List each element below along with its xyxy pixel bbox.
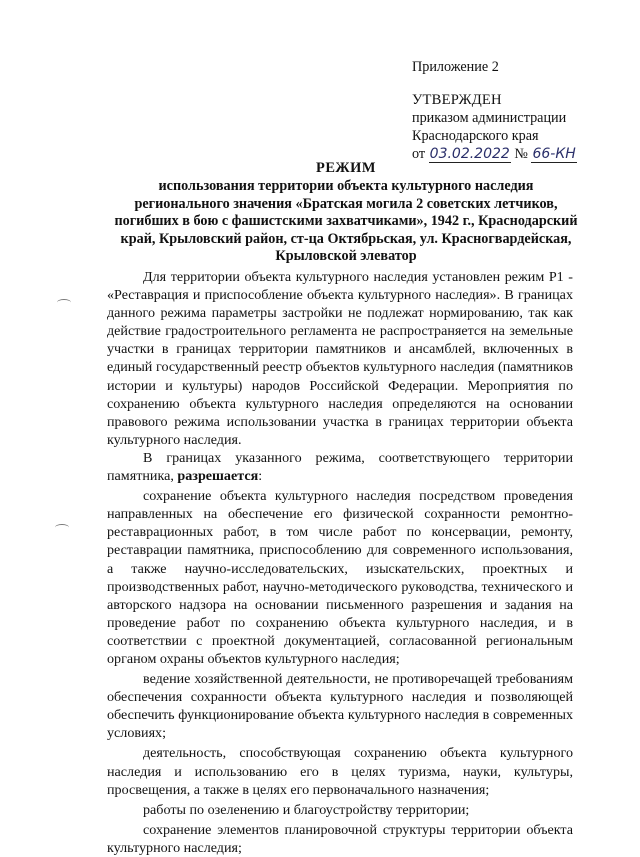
approved-by-line-2: Краснодарского края xyxy=(412,128,539,144)
approval-header xyxy=(412,58,577,163)
handwritten-number: 66-КН xyxy=(532,146,576,162)
title-main: РЕЖИМ xyxy=(316,160,376,176)
document-title xyxy=(96,160,596,265)
title-line: использования территории объекта культурного наследия xyxy=(158,178,534,195)
paragraph: Для территории объекта культурного наследия установлен режим Р1 - «Реставрация и приспособление объекта культурного наследия». В границах данного режима параметры застройки не подлежат нормированию, так как действие градостроительного регламента не распространяется на земельные участки в границах территории памятников и ансамблей, включенных в единый государственный реестр объектов культурного наследия (памятников истории и культуры) народов Российской Федерации. Мероприятия по сохранению объекта культурного наследия определяются на основании правового режима использовании участка в границах территории объекта культурного наследия. xyxy=(107,269,573,448)
approved-label: УТВЕРЖДЕН xyxy=(412,92,502,108)
approved-by-line-1: приказом администрации xyxy=(412,110,567,126)
document-body xyxy=(107,268,573,857)
appendix-label: Приложение 2 xyxy=(412,59,499,75)
list-item: сохранение элементов планировочной структуры территории объекта культурного наследия; xyxy=(107,821,573,856)
list-item: деятельность, способствующая сохранению объекта культурного наследия и использованию его в целях туризма, науки, культуры, просвещения, а также в целях его первоначального назначения; xyxy=(107,745,573,798)
permitted-intro-text: В границах указанного режима, соответствующего территории памятника, xyxy=(107,449,573,485)
list-item: сохранение объекта культурного наследия посредством проведения направленных на обеспечение его физической сохранности ремонтно-реставрационных работ, в том числе работ по консервации, ремонту, реставрации памятника, приспособлению для современного использования, а также научно-исследовательских, изыскательских, проектных и производственных работ, научно-методического руководства, технического и авторского надзора на основании письменного разрешения и задания на проведение работ по сохранению объекта культурного наследия, и в соответствии с проектной документацией, согласованной региональным органом охраны объектов культурного наследия; xyxy=(107,488,573,667)
number-label: № xyxy=(514,146,528,162)
title-line: регионального значения «Братская могила 2 советских летчиков, xyxy=(134,195,558,212)
paragraph-permitted-intro xyxy=(107,449,573,485)
list-item: ведение хозяйственной деятельности, не противоречащей требованиям обеспечения сохранности объекта культурного наследия и позволяющей обеспечить функционирование объекта культурного наследия в современных условиях; xyxy=(107,671,573,742)
title-line: край, Крыловский район, ст-ца Октябрьская, ул. Красногвардейская, xyxy=(120,230,572,247)
margin-mark xyxy=(57,299,71,306)
margin-mark xyxy=(55,524,69,531)
title-line: Крыловской элеватор xyxy=(275,248,417,265)
from-label: от xyxy=(412,146,426,162)
list-item: работы по озеленению и благоустройству территории; xyxy=(143,801,470,818)
permitted-colon: : xyxy=(258,468,263,485)
permitted-keyword: разрешается xyxy=(177,468,259,485)
handwritten-date: 03.02.2022 xyxy=(429,146,510,162)
title-line: погибших в бою с фашистскими захватчиками», 1942 г., Краснодарский xyxy=(114,213,578,230)
